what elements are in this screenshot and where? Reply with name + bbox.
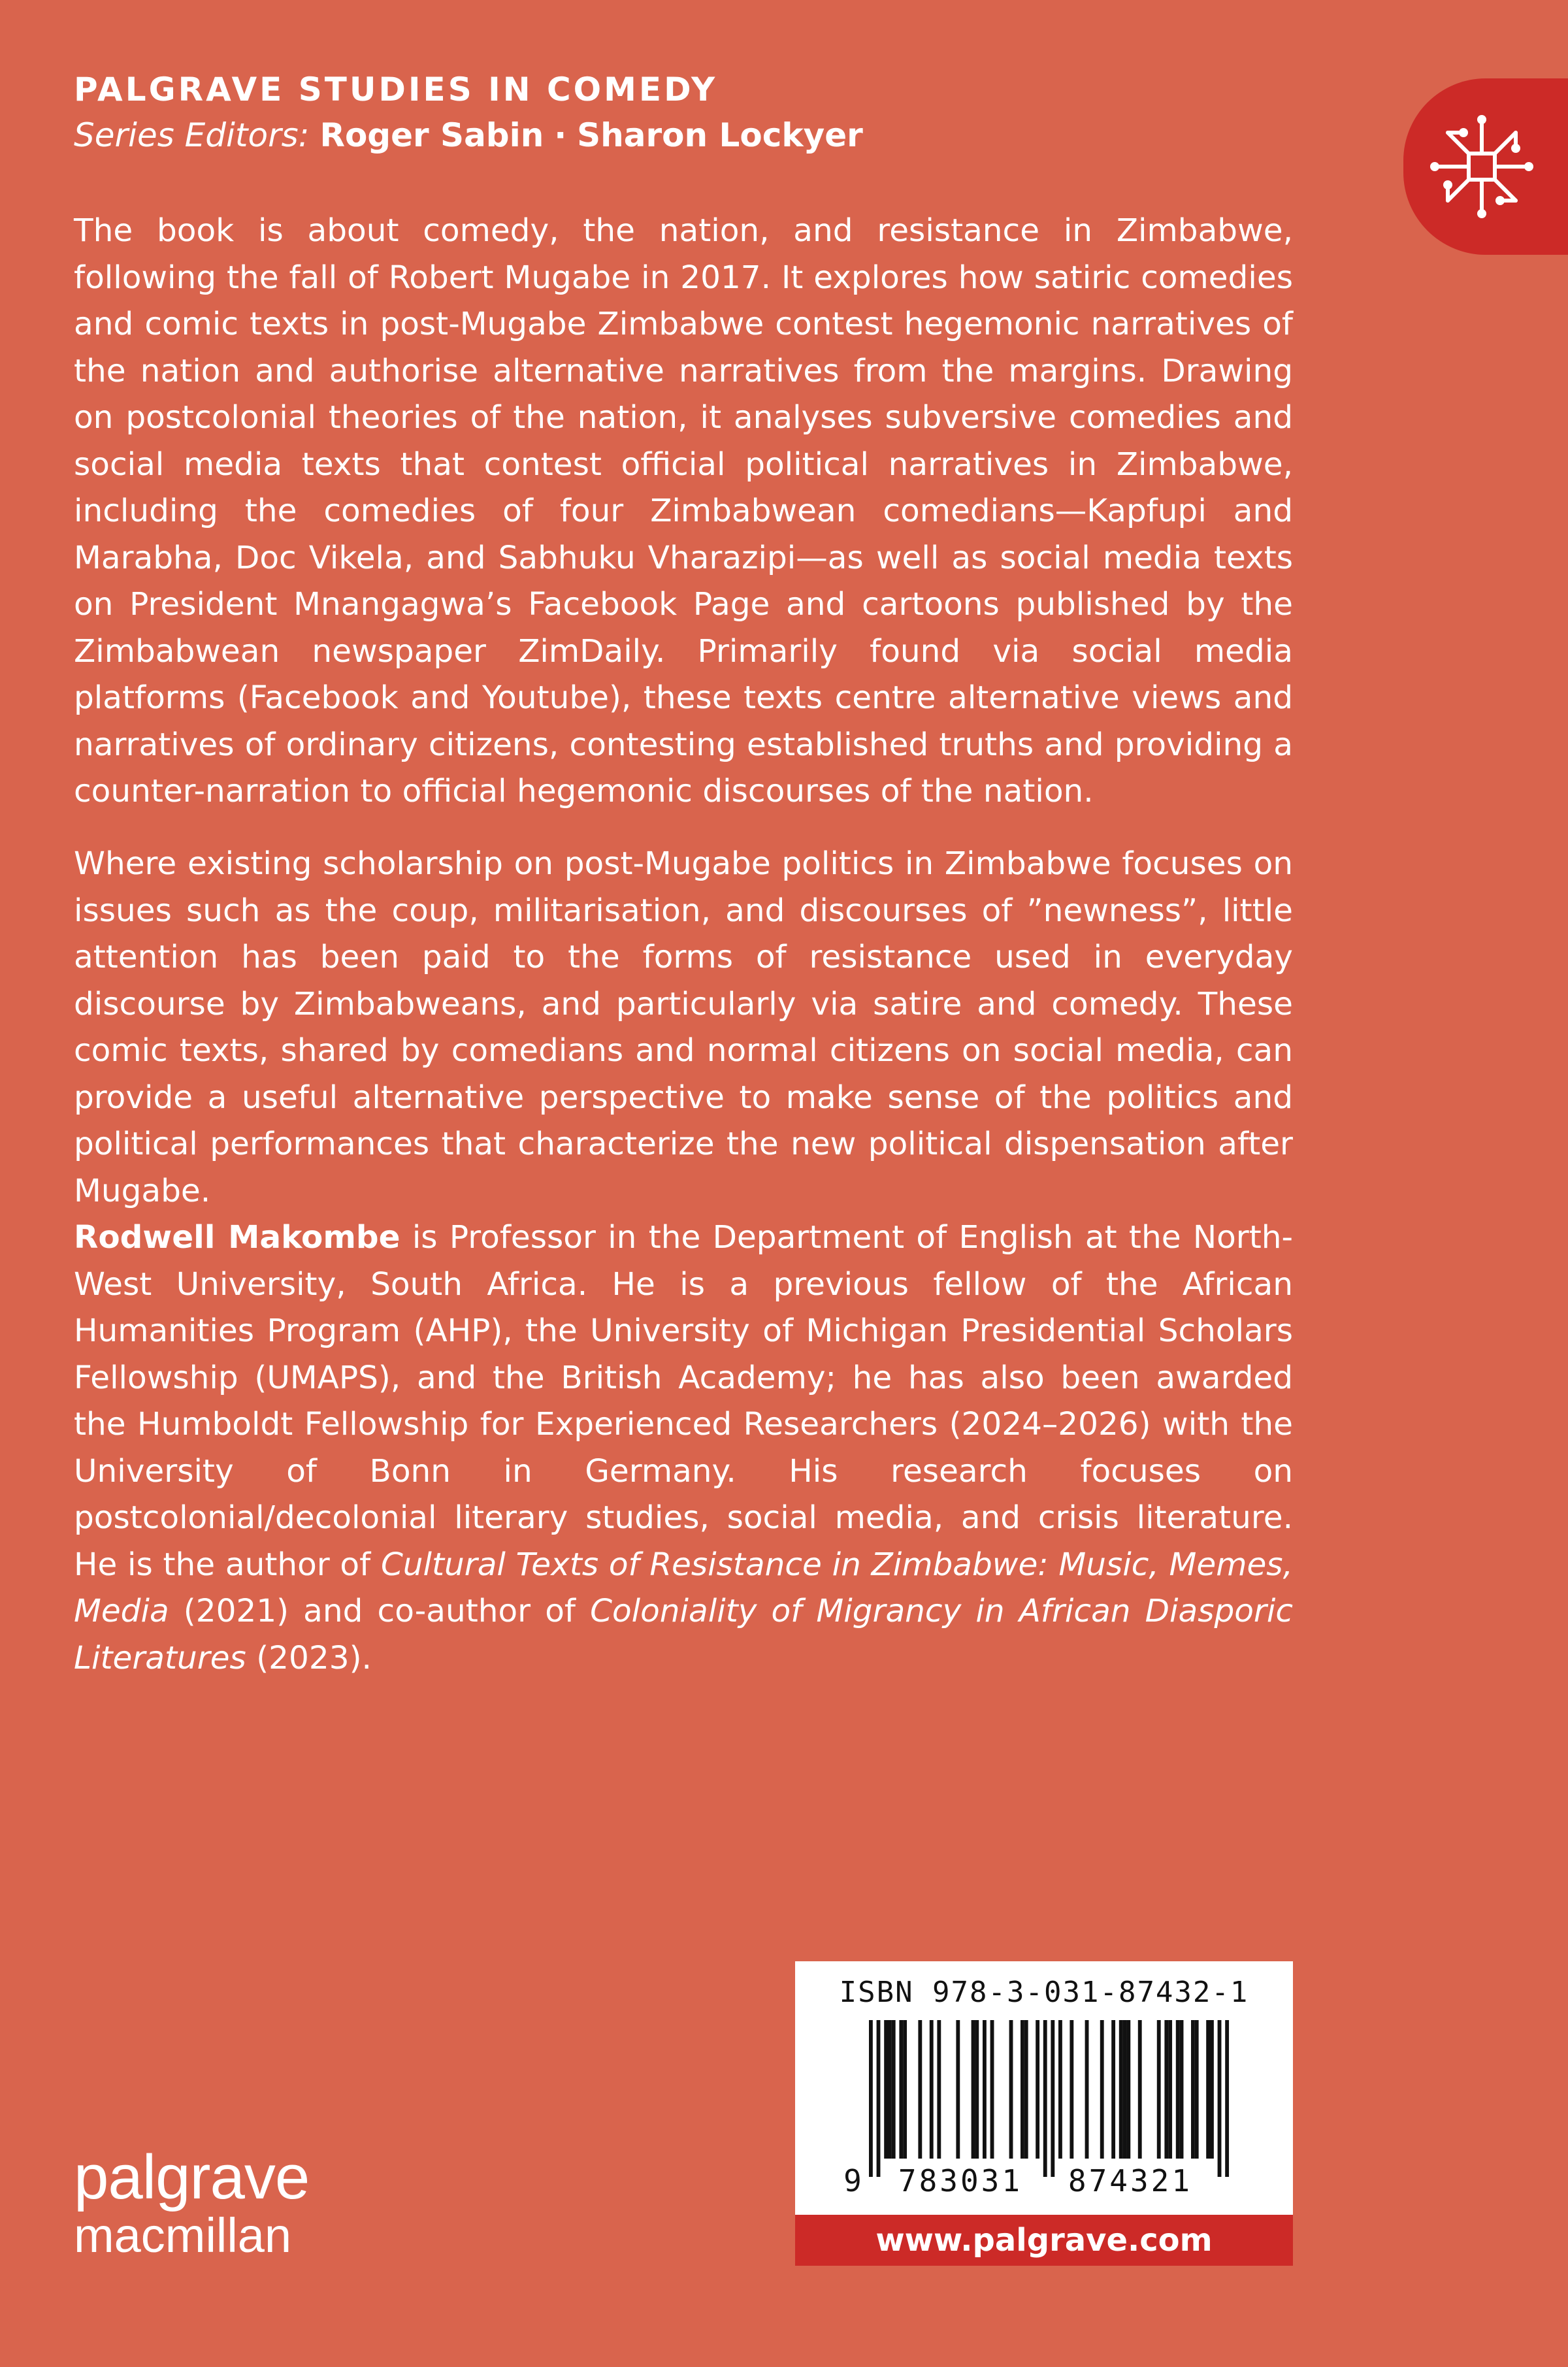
barcode-bar [1070, 2020, 1073, 2159]
barcode-bar [1036, 2020, 1039, 2159]
author-book-1: Cultural Texts of Resistance in Zimbabwe: Music, Memes, Media [74, 1546, 1293, 1629]
barcode-guard-bar [869, 2020, 873, 2177]
barcode-bar [937, 2020, 941, 2159]
barcode-bar [990, 2020, 994, 2159]
author-bio-text-2: (2021) and co-author of [169, 1593, 591, 1629]
series-editors-label: Series Editors: [74, 116, 310, 154]
barcode-bar [918, 2020, 922, 2159]
publisher-url: www.palgrave.com [795, 2215, 1293, 2266]
barcode-bar [884, 2020, 888, 2159]
barcode-bar [1021, 2020, 1024, 2159]
barcode-bar [1176, 2020, 1180, 2159]
barcode-bar [1009, 2020, 1013, 2159]
barcode-bar [1210, 2020, 1214, 2159]
barcode-bar [1138, 2020, 1142, 2159]
series-editors [74, 116, 863, 154]
isbn-label: ISBN 978-3-031-87432-1 [839, 1976, 1249, 2009]
barcode-guard-bar [1218, 2020, 1222, 2177]
barcode [843, 2020, 1242, 2198]
barcode-bar [903, 2020, 907, 2159]
barcode-bar [1058, 2020, 1062, 2159]
author-name: Rodwell Makombe [74, 1219, 400, 1256]
barcode-bar [975, 2020, 979, 2159]
barcode-bar [983, 2020, 987, 2159]
barcode-digits-left: 783031 [898, 2163, 1023, 2198]
barcode-bar [1191, 2020, 1195, 2159]
barcode-bar [888, 2020, 892, 2159]
barcode-bar [1024, 2020, 1028, 2159]
publisher-logo-line-1: palgrave [74, 2142, 310, 2212]
network-icon [1429, 114, 1534, 219]
barcode-bar [1123, 2020, 1127, 2159]
barcode-bar [1168, 2020, 1172, 2159]
description-paragraph-2: Where existing scholarship on post-Mugabe politics in Zimbabwe focuses on issues such as the coup, militarisation, and discourses of ”newness”, little attention has been paid to the forms of resistance used in everyday discourse by Zimbabweans, and particularly via satire and comedy. These comic texts, shared by comedians and normal citizens on social media, can provide a useful alternative perspective to make sense of the politics and political performances that characterize the new political dispensation after Mugabe. [74, 845, 1293, 1209]
barcode-guard-bar [1043, 2020, 1047, 2177]
author-bio [74, 1215, 1293, 1682]
author-bio-text-3: (2023). [246, 1639, 372, 1676]
barcode-bar [1195, 2020, 1199, 2159]
barcode-bar [1100, 2020, 1104, 2159]
description-paragraph-1: The book is about comedy, the nation, and resistance in Zimbabwe, following the fall of Robert Mugabe in 2017. It explores how satiric comedies and comic texts in post-Mugabe Zimbabwe contest hegemonic narratives of the nation and authorise alternative narratives from the margins. Drawing on postcolonial theories of the nation, it analyses subversive comedies and social media texts that contest official political narratives in Zimbabwe, including the comedies of four Zimbabwean comedians—Kapfupi and Marabha, Doc Vikela, and Sabhuku Vharazipi—as well as social media texts on President Mnangagwa’s Facebook Page and cartoons published by the Zimbabwean newspaper ZimDaily. Primarily found via social media platforms (Facebook and Youtube), these texts centre alternative views and narratives of ordinary citizens, contesting established truths and providing a counter-narration to official hegemonic discourses of the nation. [74, 212, 1293, 809]
barcode-bar [1126, 2020, 1130, 2159]
barcode-bar [1111, 2020, 1115, 2159]
barcode-bar [972, 2020, 975, 2159]
barcode-guard-bar [877, 2020, 881, 2177]
barcode-bar [1206, 2020, 1210, 2159]
barcode-bar [899, 2020, 903, 2159]
series-editor-separator: · [554, 116, 567, 154]
series-title: PALGRAVE STUDIES IN COMEDY [74, 71, 718, 108]
isbn-barcode-box [795, 1961, 1293, 2266]
palgrave-logo-mark [1403, 78, 1568, 255]
barcode-bar [1180, 2020, 1184, 2159]
barcode-bar [1164, 2020, 1168, 2159]
barcode-bar [1119, 2020, 1123, 2159]
barcode-bar [956, 2020, 960, 2159]
barcode-bar [1157, 2020, 1161, 2159]
series-editor-1: Roger Sabin [319, 116, 544, 154]
barcode-guard-bar [1051, 2020, 1054, 2177]
publisher-logo [74, 2142, 310, 2262]
barcode-guard-bar [1225, 2020, 1229, 2177]
publisher-logo-line-2: macmillan [74, 2208, 292, 2262]
barcode-bar [1085, 2020, 1089, 2159]
author-book-2: Coloniality of Migrancy in African Diasporic Literatures [74, 1593, 1293, 1676]
author-bio-text-1: is Professor in the Department of English at the North-West University, South Africa. He is a previous fellow of the African Humanities Program (AHP), the University of Michigan Presidential Scholars Fellowship (UMAPS), and the British Academy; he has also been awarded the Humboldt Fellowship for Experienced Researchers (2024–2026) with the University of Bonn in Germany. His research focuses on postcolonial/decolonial literary studies, social media, and crisis literature. He is the author of [74, 1219, 1293, 1583]
barcode-bar [930, 2020, 934, 2159]
barcode-bar [892, 2020, 896, 2159]
barcode-digits-right: 874321 [1068, 2163, 1193, 2198]
series-editor-2: Sharon Lockyer [577, 116, 863, 154]
barcode-digit-first: 9 [843, 2163, 862, 2198]
